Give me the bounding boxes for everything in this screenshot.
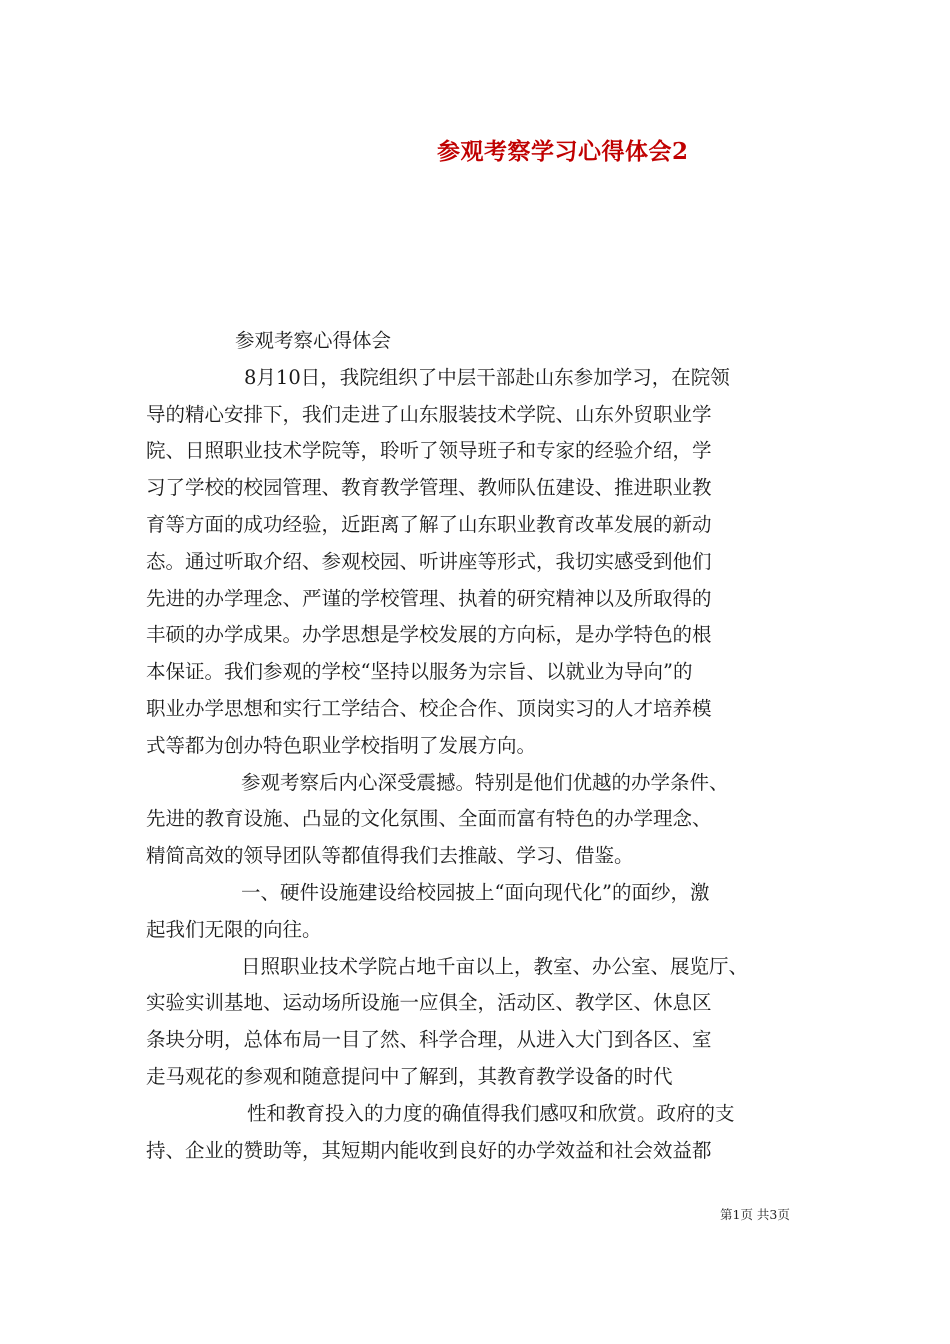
paragraph-line: 起我们无限的向往。 xyxy=(146,917,322,941)
paragraph-line: 精简高效的领导团队等都值得我们去推敲、学习、借鉴。 xyxy=(146,844,634,868)
paragraph-line: 性和教育投入的力度的确值得我们感叹和欣赏。政府的支 xyxy=(247,1101,735,1125)
paragraph-line: 育等方面的成功经验，近距离了解了山东职业教育改革发展的新动 xyxy=(146,512,712,536)
paragraph-line: 习了学校的校园管理、教育教学管理、教师队伍建设、推进职业教 xyxy=(146,476,712,500)
paragraph-line: 院、日照职业技术学院等，聆听了领导班子和专家的经验介绍，学 xyxy=(146,439,712,463)
paragraph-line: 走马观花的参观和随意提问中了解到，其教育教学设备的时代 xyxy=(146,1064,673,1088)
paragraph-line: 先进的办学理念、严谨的学校管理、执着的研究精神以及所取得的 xyxy=(146,586,712,610)
document-body xyxy=(146,323,806,1169)
document-title: 参观考察学习心得体会2 xyxy=(437,138,689,165)
paragraph-line: 条块分明，总体布局一目了然、科学合理，从进入大门到各区、室 xyxy=(146,1028,712,1052)
paragraph-line: 导的精心安排下，我们走进了山东服装技术学院、山东外贸职业学 xyxy=(146,402,712,426)
paragraph-line: 式等都为创办特色职业学校指明了发展方向。 xyxy=(146,733,537,757)
paragraph-line: 一、硬件设施建设给校园披上“面向现代化”的面纱，激 xyxy=(241,880,710,904)
paragraph-line: 日照职业技术学院占地千亩以上，教室、办公室、展览厅、 xyxy=(241,954,749,978)
paragraph-line: 丰硕的办学成果。办学思想是学校发展的方向标，是办学特色的根 xyxy=(146,623,712,647)
paragraph-line: 态。通过听取介绍、参观校园、听讲座等形式，我切实感受到他们 xyxy=(146,549,712,573)
paragraph-line: 参观考察后内心深受震撼。特别是他们优越的办学条件、 xyxy=(241,770,729,794)
paragraph-line: 实验实训基地、运动场所设施一应俱全，活动区、教学区、休息区 xyxy=(146,991,712,1015)
paragraph-line: 先进的教育设施、凸显的文化氛围、全面而富有特色的办学理念、 xyxy=(146,807,712,831)
paragraph-line: 本保证。我们参观的学校“坚持以服务为宗旨、以就业为导向”的 xyxy=(146,660,693,684)
section-heading: 参观考察心得体会 xyxy=(235,329,392,352)
page-number: 第1页 共3页 xyxy=(720,1207,790,1222)
paragraph-line: 持、企业的赞助等，其短期内能收到良好的办学效益和社会效益都 xyxy=(146,1138,712,1162)
paragraph-line: 8月10日，我院组织了中层干部赴山东参加学习，在院领 xyxy=(244,365,730,389)
paragraph-line: 职业办学思想和实行工学结合、校企合作、顶岗实习的人才培养模 xyxy=(146,696,712,720)
